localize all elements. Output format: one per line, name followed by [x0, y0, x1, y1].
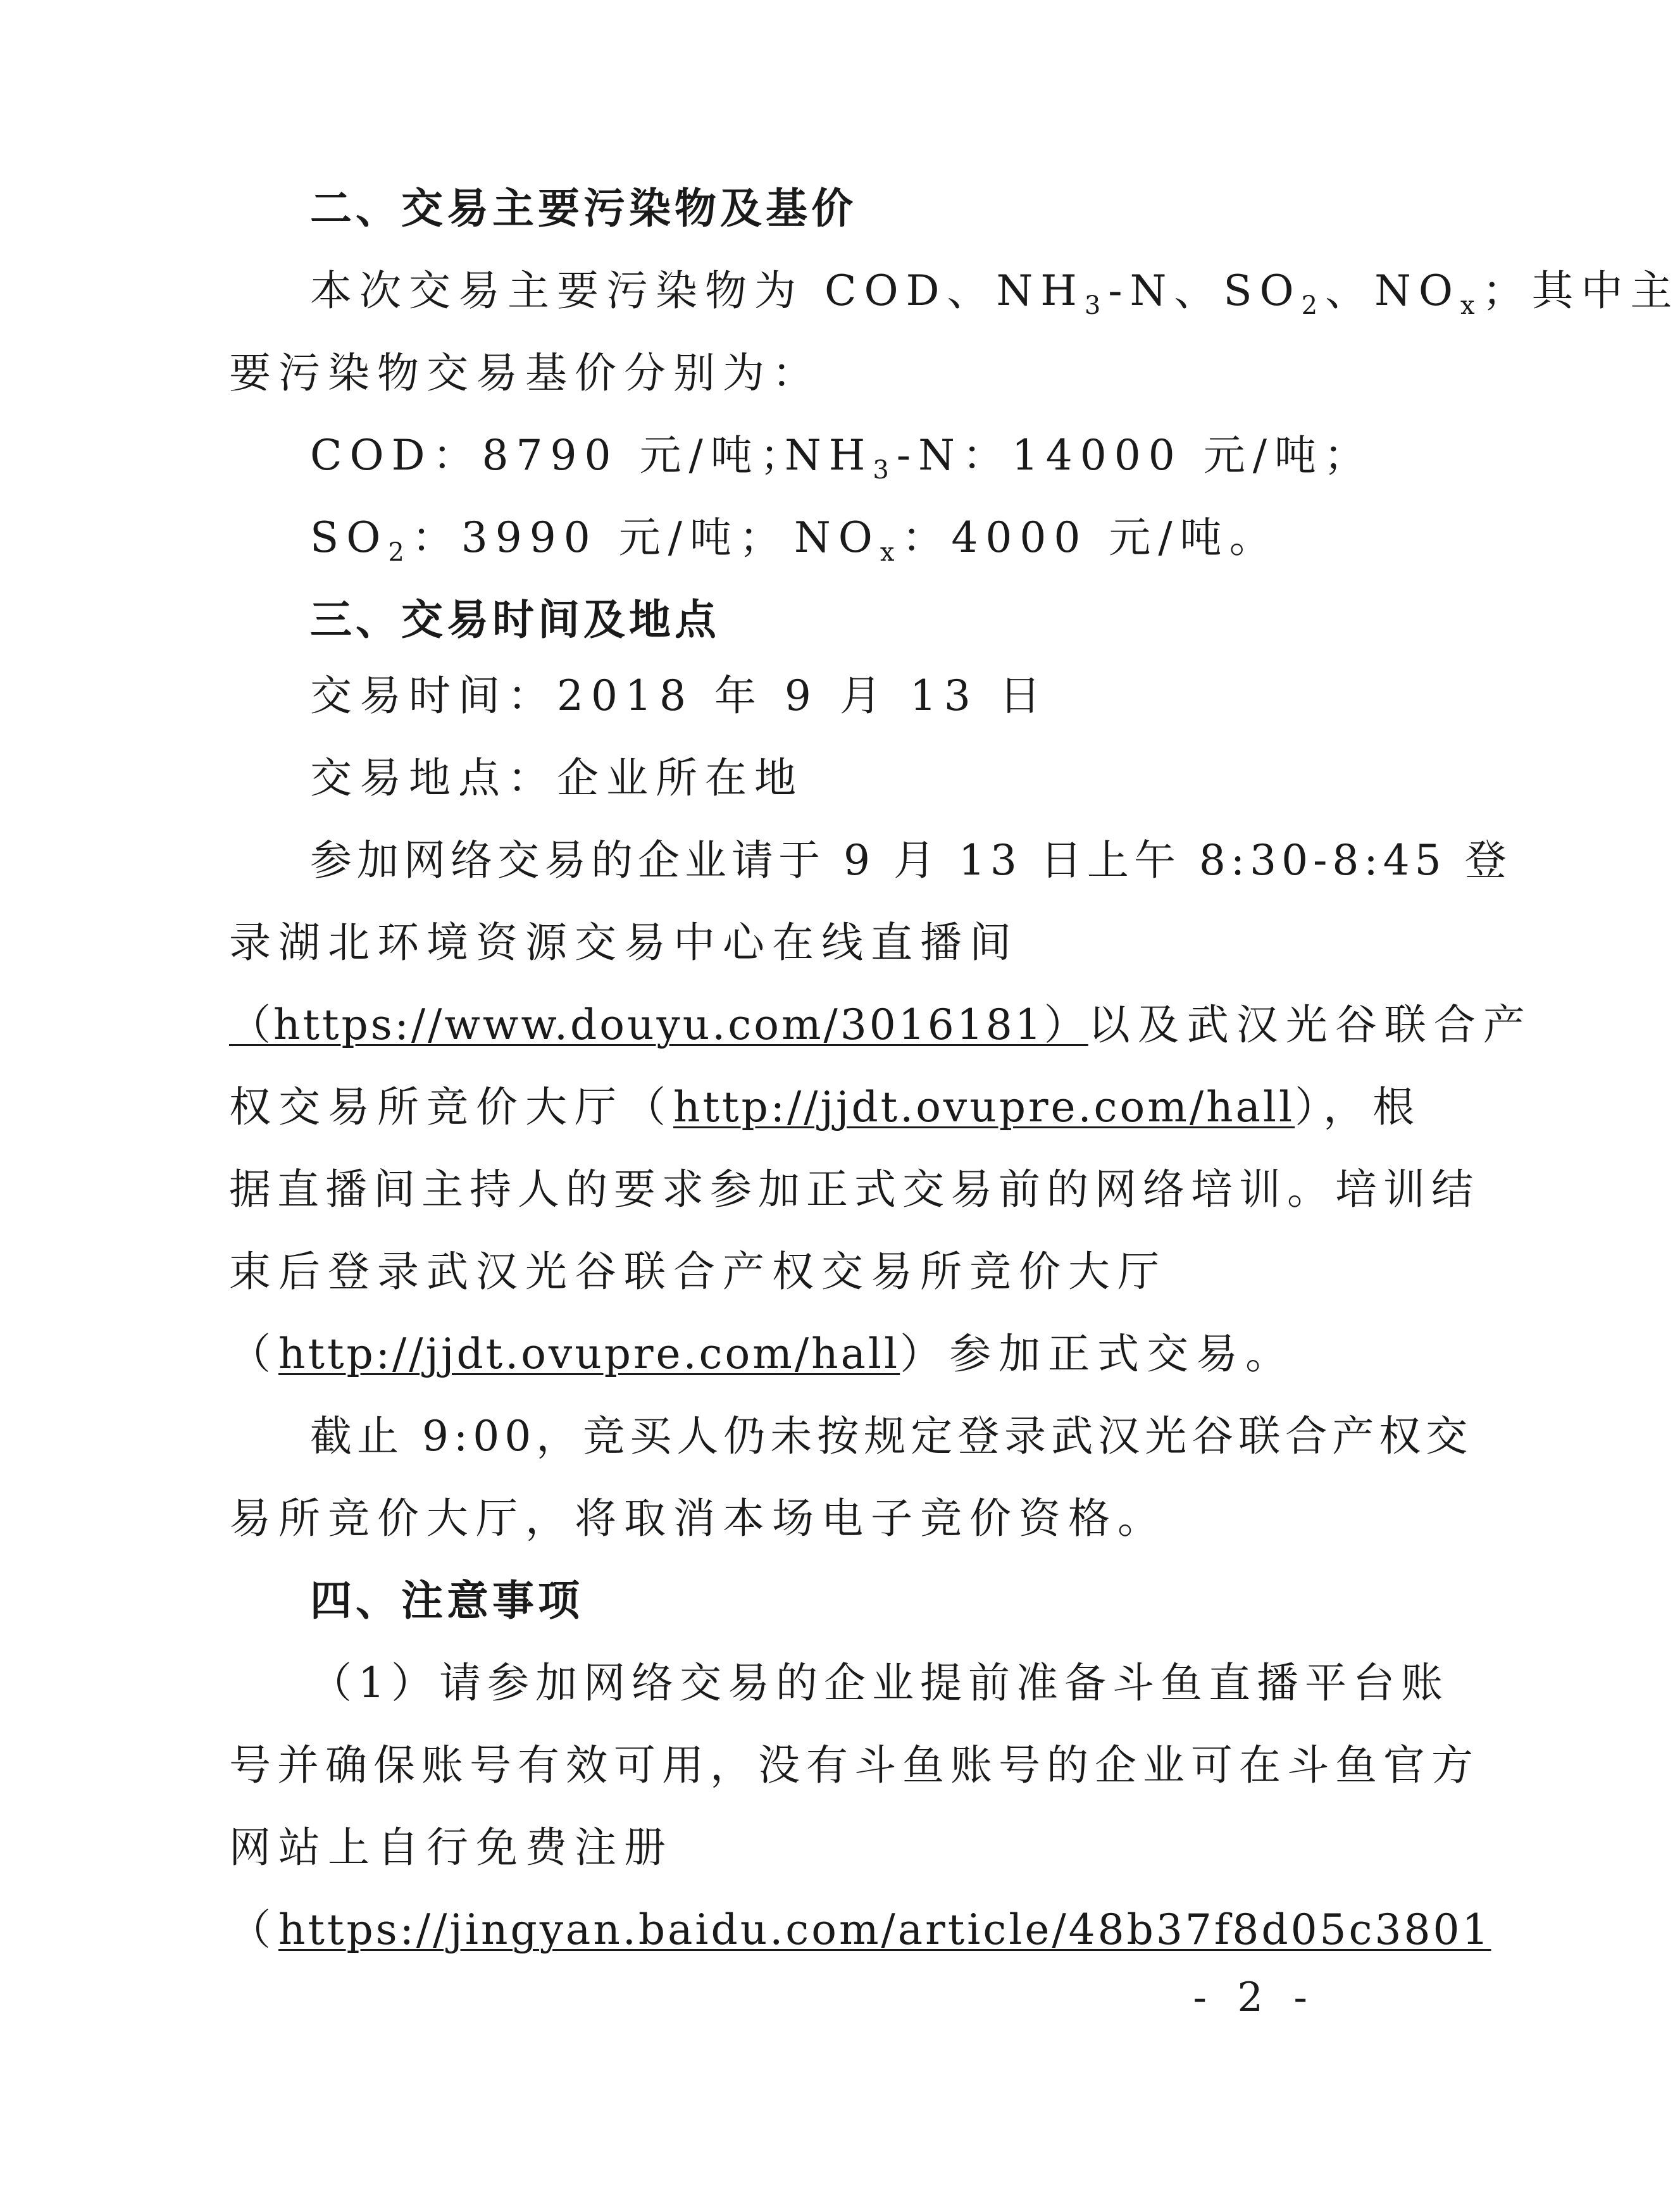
section3-paragraph-line1: 参加网络交易的企业请于 9 月 13 日上午 8:30-8:45 登: [310, 836, 1512, 885]
trade-place: 交易地点：企业所在地: [310, 754, 804, 802]
baidu-link[interactable]: https://jingyan.baidu.com/article/48b37f8d05c3801: [278, 1905, 1491, 1954]
price-nox: $NO_x$：4000 元/吨。: [794, 513, 1279, 568]
section3-paragraph-line4: 权交易所竞价大厅（http://jjdt.ovupre.com/hall），根: [229, 1083, 1422, 1131]
section3-paragraph-line9: 易所竞价大厅，将取消本场电子竞价资格。: [229, 1494, 1167, 1543]
hall-link-2[interactable]: http://jjdt.ovupre.com/hall: [278, 1330, 900, 1378]
section3-paragraph-line5: 据直播间主持人的要求参加正式交易前的网络培训。培训结: [229, 1165, 1479, 1214]
section4-paragraph-line1: （1）请参加网络交易的企业提前准备斗鱼直播平台账: [310, 1659, 1449, 1707]
section3-paragraph-line8: 截止 9:00，竞买人仍未按规定登录武汉光谷联合产权交: [310, 1412, 1473, 1461]
price-nh3n: $NH_3-N$：14000 元/吨；: [785, 431, 1373, 485]
section3-paragraph-line2: 录湖北环境资源交易中心在线直播间: [229, 918, 1019, 967]
section2-paragraph-line1: 本次交易主要污染物为 COD、$NH_3-N$、$SO_2$、$NO_x$；其中主: [310, 266, 1680, 321]
douyu-link[interactable]: （https://www.douyu.com/3016181）: [229, 1000, 1088, 1049]
price-so2: $SO_2$：3990 元/吨；: [310, 513, 788, 568]
section3-paragraph-line7: （http://jjdt.ovupre.com/hall）参加正式交易。: [229, 1330, 1295, 1378]
section3-paragraph-line6: 束后登录武汉光谷联合产权交易所竞价大厅: [229, 1247, 1167, 1296]
section4-heading: 四、注意事项: [310, 1576, 583, 1625]
section4-paragraph-line3: 网站上自行免费注册: [229, 1823, 673, 1872]
section4-paragraph-line2: 号并确保账号有效可用，没有斗鱼账号的企业可在斗鱼官方: [229, 1741, 1479, 1790]
price-cod: COD：8790 元/吨；: [310, 431, 809, 480]
section3-heading: 三、交易时间及地点: [310, 595, 720, 644]
section4-paragraph-line4: （https://jingyan.baidu.com/article/48b37f8d05c3801: [229, 1905, 1491, 1954]
section2-paragraph-line2: 要污染物交易基价分别为：: [229, 349, 821, 397]
page-number: - 2 -: [1193, 1974, 1316, 2021]
section2-heading: 二、交易主要污染物及基价: [310, 184, 857, 233]
trade-time: 交易时间：2018 年 9 月 13 日: [310, 671, 1048, 720]
hall-link[interactable]: http://jjdt.ovupre.com/hall: [673, 1083, 1295, 1131]
section3-paragraph-line3: （https://www.douyu.com/3016181）以及武汉光谷联合产: [229, 1000, 1533, 1049]
